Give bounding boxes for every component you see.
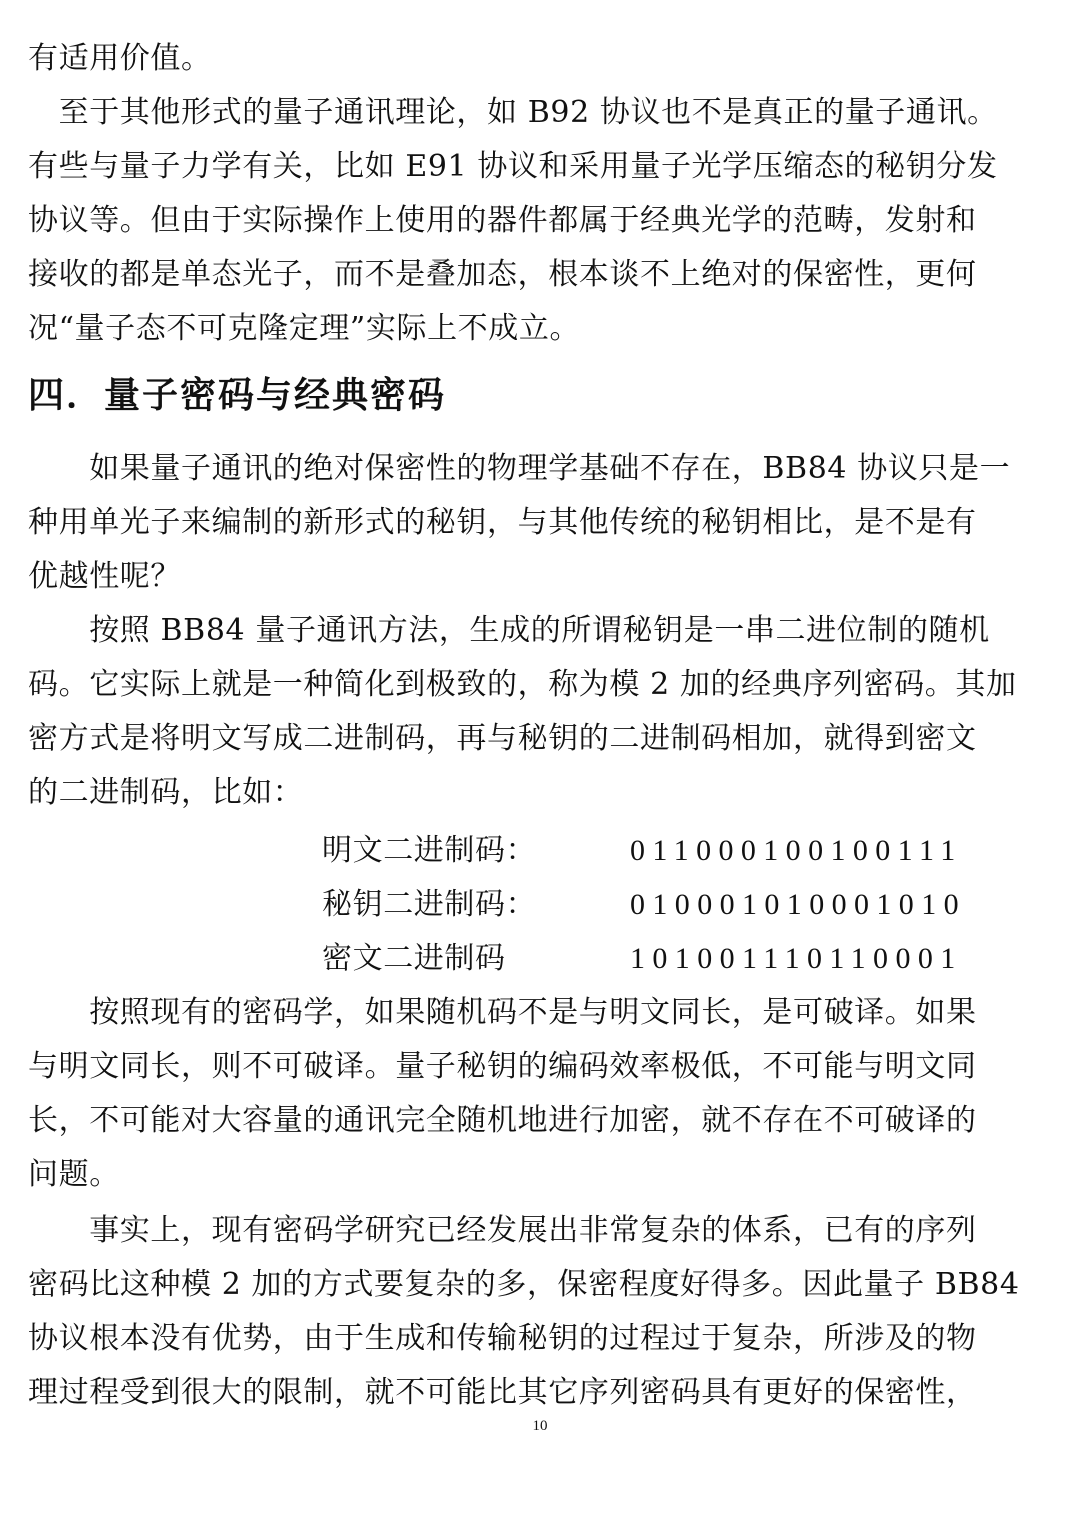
paragraph-b92-line: 至于其他形式的量子通讯理论，如 B92 协议也不是真正的量子通讯。 xyxy=(28,95,998,130)
paragraph-method-line: 按照 BB84 量子通讯方法，生成的所谓秘钥是一串二进位制的随机 xyxy=(28,613,990,648)
paragraph-fact-line: 理过程受到很大的限制，就不可能比其它序列密码具有更好的保密性， xyxy=(28,1375,977,1410)
paragraph-fact-line: 密码比这种模 2 加的方式要复杂的多，保密程度好得多。因此量子 BB84 xyxy=(28,1267,1020,1302)
paragraph-question-line: 优越性呢？ xyxy=(28,559,181,594)
paragraph-b92-line: 协议等。但由于实际操作上使用的器件都属于经典光学的范畴，发射和 xyxy=(28,203,977,238)
paragraph-method-line: 密方式是将明文写成二进制码，再与秘钥的二进制码相加，就得到密文 xyxy=(28,721,977,756)
key-binary-value: 010001010001010 xyxy=(630,888,966,921)
paragraph-crypto-line: 问题。 xyxy=(28,1157,120,1192)
paragraph-fact-line: 事实上，现有密码学研究已经发展出非常复杂的体系，已有的序列 xyxy=(28,1213,977,1248)
paragraph-intro-line: 有适用价值。 xyxy=(28,41,212,76)
paragraph-b92-line: 接收的都是单态光子，而不是叠加态，根本谈不上绝对的保密性，更何 xyxy=(28,257,977,292)
paragraph-crypto-line: 按照现有的密码学，如果随机码不是与明文同长，是可破译。如果 xyxy=(28,995,977,1030)
plaintext-binary-value: 011000100100111 xyxy=(630,834,963,867)
paragraph-b92-line: 有些与量子力学有关，比如 E91 协议和采用量子光学压缩态的秘钥分发 xyxy=(28,149,998,184)
plaintext-binary-label: 明文二进制码： xyxy=(322,833,537,868)
paragraph-crypto-line: 长，不可能对大容量的通讯完全随机地进行加密，就不存在不可破译的 xyxy=(28,1103,977,1138)
paragraph-question-line: 种用单光子来编制的新形式的秘钥，与其他传统的秘钥相比，是不是有 xyxy=(28,505,977,540)
page-number: 10 xyxy=(532,1418,548,1434)
ciphertext-binary-label: 密文二进制码 xyxy=(322,941,506,976)
section-heading: 四．量子密码与经典密码 xyxy=(28,375,447,416)
paragraph-fact-line: 协议根本没有优势，由于生成和传输秘钥的过程过于复杂，所涉及的物 xyxy=(28,1321,977,1356)
ciphertext-binary-value: 101001110110001 xyxy=(630,942,963,975)
paragraph-b92-line: 况“量子态不可克隆定理”实际上不成立。 xyxy=(28,311,581,346)
paragraph-crypto-line: 与明文同长，则不可破译。量子秘钥的编码效率极低，不可能与明文同 xyxy=(28,1049,977,1084)
paragraph-method-line: 码。它实际上就是一种简化到极致的，称为模 2 加的经典序列密码。其加 xyxy=(28,667,1017,702)
paragraph-method-line: 的二进制码，比如： xyxy=(28,775,304,810)
paragraph-question-line: 如果量子通讯的绝对保密性的物理学基础不存在，BB84 协议只是一 xyxy=(28,451,1011,486)
key-binary-label: 秘钥二进制码： xyxy=(322,887,537,922)
